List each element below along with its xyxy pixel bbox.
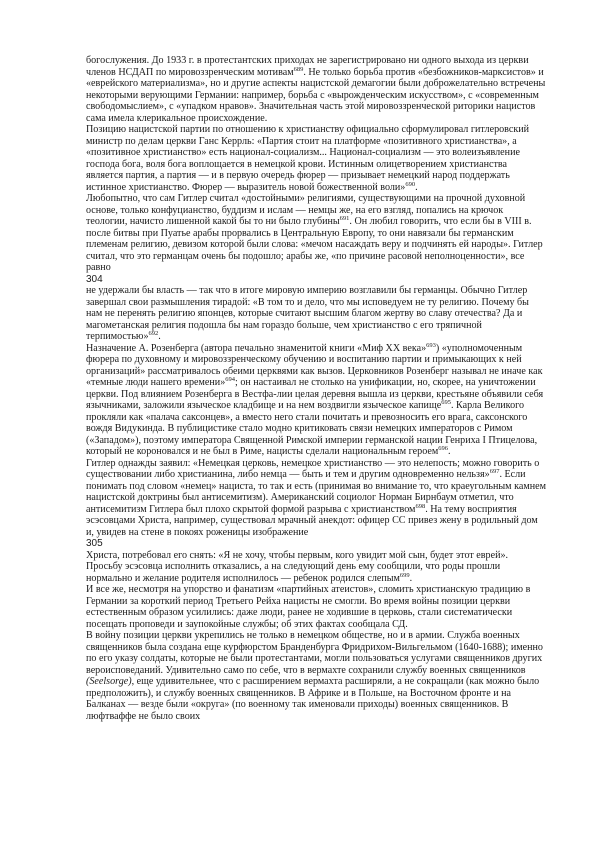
page-number-text: 305 bbox=[86, 538, 103, 549]
paragraph bbox=[86, 124, 546, 193]
paragraph bbox=[86, 285, 546, 343]
paragraph bbox=[86, 193, 546, 274]
paragraph-text: Позицию нацистской партии по отношению к христианству официально сформулировал гитлеровский министр по делам церкви Ганс Керрль: «Партия стоит на платформе «позитивного христианства», а «позитивное христианство» есть национал-социализм... Национал-социализм — это волеизъявление господа бога, воля бога воплощается в немецкой крови. Истинным олицетворением христианства является партия, а партия — и в первую очередь фюрер — призывает немецкий народ поддержать истинное христианство. Фюрер — выразитель новой божественной воли» bbox=[86, 124, 530, 193]
page-number bbox=[86, 538, 546, 550]
footnote-ref: 693 bbox=[426, 341, 436, 349]
paragraph bbox=[86, 343, 546, 458]
footnote-ref: 696 bbox=[438, 445, 448, 452]
page-number bbox=[86, 274, 546, 286]
paragraph-text: . bbox=[415, 181, 418, 193]
paragraph-text: . bbox=[158, 331, 161, 342]
paragraph-text: ) «уполномоченным фюрера по духовному и мировоззренческому обучению и воспитанию партии и примыкающих к ней организаций» рассматривалось обеими церквями как вызов. Церковников Розенберг называл не иначе как «темные люди нашего времени» bbox=[86, 342, 543, 388]
paragraph bbox=[86, 550, 546, 585]
footnote-ref: 697 bbox=[489, 468, 500, 475]
paragraph-text: . На тему восприятия эсэсовцами Христа, например, существовал мрачный анекдот: офицер СС привез жену в родильный дом и, увидев на стене в покоях роженицы изображение bbox=[86, 503, 538, 538]
footnote-ref: 694 bbox=[225, 376, 235, 383]
paragraph-text: богослужения. До 1933 г. в протестантских приходах не зарегистрировано ни одного выхода из церкви членов НСДАП по мировоззренческим мотивам bbox=[86, 55, 529, 78]
paragraph-text: Христа, потребовал его снять: «Я не хочу, чтобы первым, кого увидит мой сын, будет этот еврей». Просьбу эсэсовца исполнить отказались, а на следующий день ему сообщили, что роды прошли нормально и желание родителя исполнилось — ребенок родился слепым bbox=[86, 549, 509, 584]
paragraph-text: Назначение А. Розенберга (автора печально знаменитой книги «Миф XX века» bbox=[86, 342, 427, 354]
paragraph-text: . Не только борьба против «безбожников-марксистов» и «еврейского материализма», но и другие аспекты нацистской демагогии были доброжелательно встречены некоторыми верующими Германии: например, борьба с «вырожденческим искусством», с «современным свободомыслием», с «упадком нравов». Значительная часть этой мировоззренческой риторики нацистов сама имела клерикальное происхождение. bbox=[86, 66, 546, 124]
footnote-ref: 689 bbox=[293, 65, 304, 73]
paragraph-text: . bbox=[448, 446, 451, 457]
paragraph-text: . Если понимать под словом «немец» нациста, то так и есть (принимая во внимание то, что краеугольным камнем нацистской доктрины был антисемитизм). Американский социолог Норман Бирнбаум отметил, что антисемитизм Гитлера был плохо скрытой формой разрыва с христианством bbox=[86, 469, 546, 515]
document-page bbox=[86, 55, 546, 722]
footnote-ref: 690 bbox=[405, 180, 416, 188]
paragraph-text: . Он любил говорить, что если бы в VIII в. после битвы при Пуатье арабы прорвались в Центральную Европу, то они навязали бы германским племенам религию, девизом которой были слова: «мечом насаждать веру и подчинять ей народы». Гитлер считал, что это германцам очень бы подошло; арабы же, «по причине расовой неполноценности», все равно bbox=[86, 216, 543, 273]
footnote-ref: 698 bbox=[415, 502, 426, 510]
paragraph bbox=[86, 584, 546, 630]
paragraph-text: , еще удивительнее, что с расширением вермахта расширяли, а не сокращали (как можно было предположить), и службу военных священников. В Африке и в Польше, на Восточном фронте и на Балканах — везде были «округа» (по военному так именовали приходы) военных священников. В люфтваффе не было своих bbox=[86, 676, 540, 722]
paragraph-text: Любопытно, что сам Гитлер считал «достойными» религиями, существующими на прочной духовной основе, только конфуцианство, буддизм и ислам — немцы же, на его взгляд, попались на крючок теологии, начисто лишенной какой бы то ни было глубины bbox=[86, 193, 526, 227]
paragraph bbox=[86, 55, 546, 124]
paragraph-text: ; он настаивал не столько на унификации, но, скорее, на уничтожении церкви. Под влиянием Розенберга в Вестфа-лии целая деревня вышла из церкви, крестьяне объявили себя язычниками, заложили языческое кладбище и на нем воздвигли языческое капище bbox=[86, 377, 544, 411]
paragraph-text: . Карла Великого прокляли как «палача саксонцев», а вместо него стали почитать и превозносить его врага, саксонского вождя Видукинда. В публицистике стало модно критиковать связи немецких императоров с Римом («Западом»), поэтому императора Священной Римской империи германской нации Генриха I Птицелова, который не короновался и не был в Риме, нацисты сделали национальным героем bbox=[86, 400, 538, 457]
paragraph-text: . bbox=[409, 572, 413, 584]
paragraph-text: не удержали бы власть — так что в итоге мировую империю возглавили бы германцы. Обычно Гитлер завершал свои размышления тирадой: «В том то и дело, что мы исповедуем не ту религию. Почему бы нам не перенять религию японцев, которые считают высшим благом жертву во славу отечества? Да и магометанская религия подошла бы нам гораздо больше, чем христианство с его тряпичной терпимостью» bbox=[86, 285, 529, 342]
page-number-text: 304 bbox=[86, 273, 103, 285]
paragraph-text: В войну позиции церкви укрепились не только в немецком обществе, но и в армии. Служба военных священников была создана еще курфюрстом Бранденбурга Фридрихом-Вильгельмом (1640-1688); именно по его указу солдаты, которые не были протестантами, могли пользоваться услугами священников других вероисповеданий. Удивительно само по себе, что в вермахте сохранили службу военных священников bbox=[86, 630, 543, 676]
paragraph-text: Гитлер однажды заявил: «Немецкая церковь, немецкое христианство — это нелепость; можно говорить о существовании либо христианина, либо немца — быть и тем и другим одновременно нельзя» bbox=[86, 457, 540, 480]
paragraph-text: И все же, несмотря на упорство и фанатизм «партийных атеистов», сломить христианскую традицию в Германии за короткий период Третьего Рейха нацисты не смогли. Во время войны позиции церкви естественным образом усилились: даже люди, ранее не ходившие в церковь, стали систематически посещать проповеди и заупокойные службы; об этих фактах сообщала СД. bbox=[86, 584, 531, 630]
paragraph bbox=[86, 458, 546, 539]
footnote-ref: 695 bbox=[441, 399, 451, 406]
footnote-ref: 699 bbox=[399, 571, 410, 579]
footnote-ref: 692 bbox=[148, 330, 159, 337]
footnote-ref: 691 bbox=[339, 215, 350, 222]
paragraph bbox=[86, 630, 546, 722]
italic-term: (Seelsorge) bbox=[86, 676, 132, 687]
